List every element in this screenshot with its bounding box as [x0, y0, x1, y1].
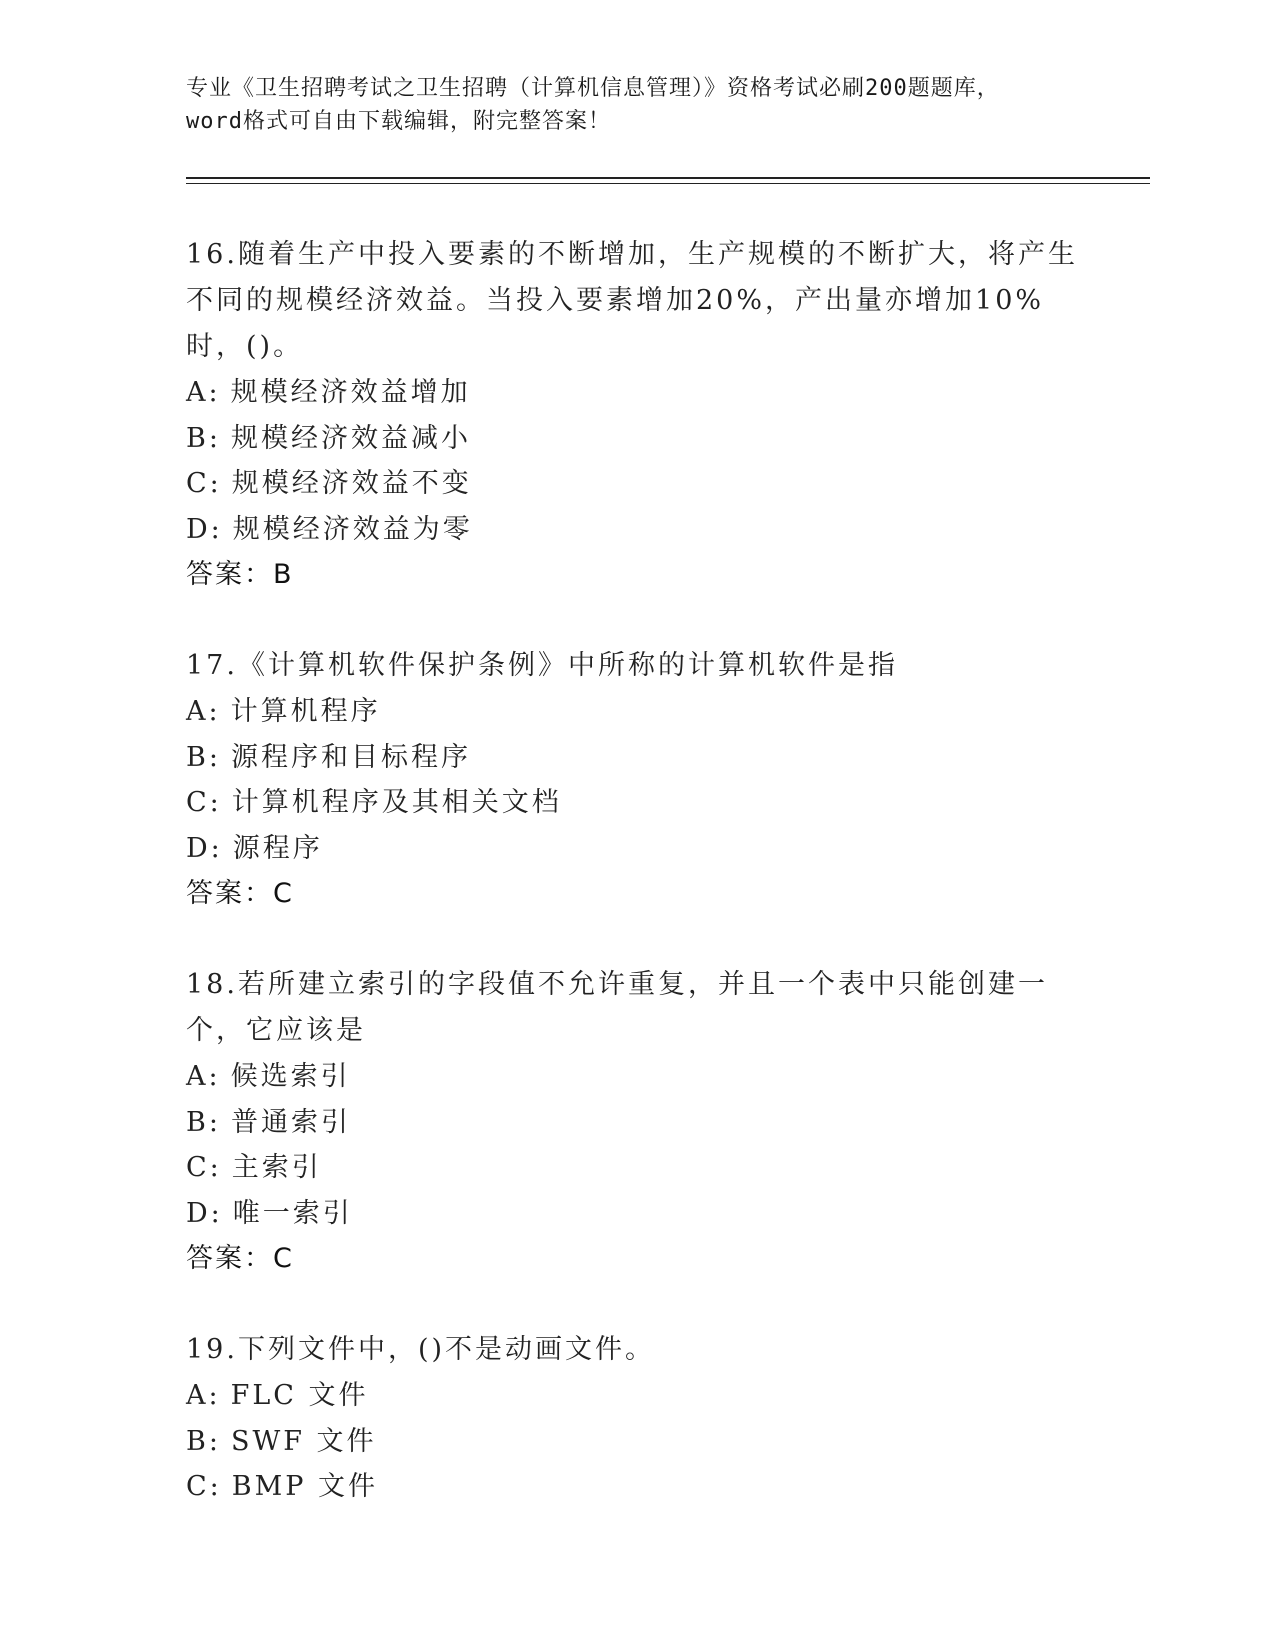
option-c	[186, 780, 1086, 826]
option-b	[186, 735, 1086, 781]
option-b	[186, 416, 1086, 462]
option-text: BMP 文件	[231, 1471, 379, 1502]
option-b	[186, 1100, 1086, 1146]
question-17	[186, 643, 1086, 917]
question-18	[186, 962, 1086, 1282]
option-text: 规模经济效益不变	[231, 468, 472, 499]
option-letter: B:	[186, 422, 221, 454]
option-text: FLC 文件	[230, 1380, 369, 1411]
option-letter: A:	[186, 1380, 221, 1411]
option-letter: D:	[186, 832, 223, 864]
option-text: 计算机程序及其相关文档	[231, 787, 562, 818]
question-list	[186, 232, 1086, 1555]
option-d	[186, 826, 1086, 872]
option-text: 候选索引	[230, 1061, 351, 1092]
option-letter: B:	[186, 1425, 221, 1457]
option-text: 规模经济效益增加	[230, 377, 471, 408]
option-d	[186, 1191, 1086, 1237]
option-c	[186, 1464, 1086, 1510]
option-letter: A:	[186, 696, 221, 727]
option-text: 唯一索引	[232, 1197, 353, 1229]
answer-label: 答案：C	[186, 878, 294, 909]
option-b	[186, 1419, 1086, 1465]
option-text: 源程序和目标程序	[230, 741, 471, 773]
option-text: SWF 文件	[230, 1425, 377, 1457]
option-letter: C:	[186, 468, 222, 499]
option-a	[186, 1373, 1086, 1419]
option-text: 源程序	[232, 832, 323, 864]
option-text: 普通索引	[230, 1106, 351, 1138]
option-text: 规模经济效益为零	[232, 513, 473, 545]
option-text: 规模经济效益减小	[230, 422, 471, 454]
option-text: 主索引	[231, 1152, 322, 1183]
option-d	[186, 507, 1086, 553]
header-line-2: word格式可自由下载编辑，附完整答案！	[186, 109, 611, 134]
option-letter: C:	[186, 1152, 222, 1183]
header-divider-thick	[186, 177, 1150, 179]
answer-label: 答案：C	[186, 1243, 294, 1274]
option-letter: D:	[186, 1197, 223, 1229]
question-text: 16.随着生产中投入要素的不断增加，生产规模的不断扩大，将产生不同的规模经济效益。当投入要素增加20%，产出量亦增加10%时，()。	[186, 239, 1078, 362]
option-a	[186, 1054, 1086, 1100]
question-16	[186, 232, 1086, 598]
question-text: 17.《计算机软件保护条例》中所称的计算机软件是指	[186, 650, 898, 681]
option-text: 计算机程序	[230, 696, 381, 727]
option-letter: B:	[186, 741, 221, 773]
option-a	[186, 370, 1086, 416]
answer-label: 答案：B	[186, 559, 294, 590]
option-c	[186, 461, 1086, 507]
option-letter: C:	[186, 787, 222, 818]
document-header	[186, 72, 1086, 138]
option-letter: B:	[186, 1106, 221, 1138]
option-a	[186, 689, 1086, 735]
option-letter: D:	[186, 513, 223, 545]
question-19	[186, 1327, 1086, 1510]
option-letter: A:	[186, 1061, 221, 1092]
option-c	[186, 1145, 1086, 1191]
header-divider-thin	[186, 183, 1150, 184]
question-text: 19.下列文件中，()不是动画文件。	[186, 1334, 656, 1365]
header-line-1: 专业《卫生招聘考试之卫生招聘（计算机信息管理）》资格考试必刷200题题库，	[186, 76, 1000, 101]
option-letter: A:	[186, 377, 221, 408]
option-letter: C:	[186, 1471, 222, 1502]
question-text: 18.若所建立索引的字段值不允许重复，并且一个表中只能创建一个，它应该是	[186, 969, 1048, 1046]
